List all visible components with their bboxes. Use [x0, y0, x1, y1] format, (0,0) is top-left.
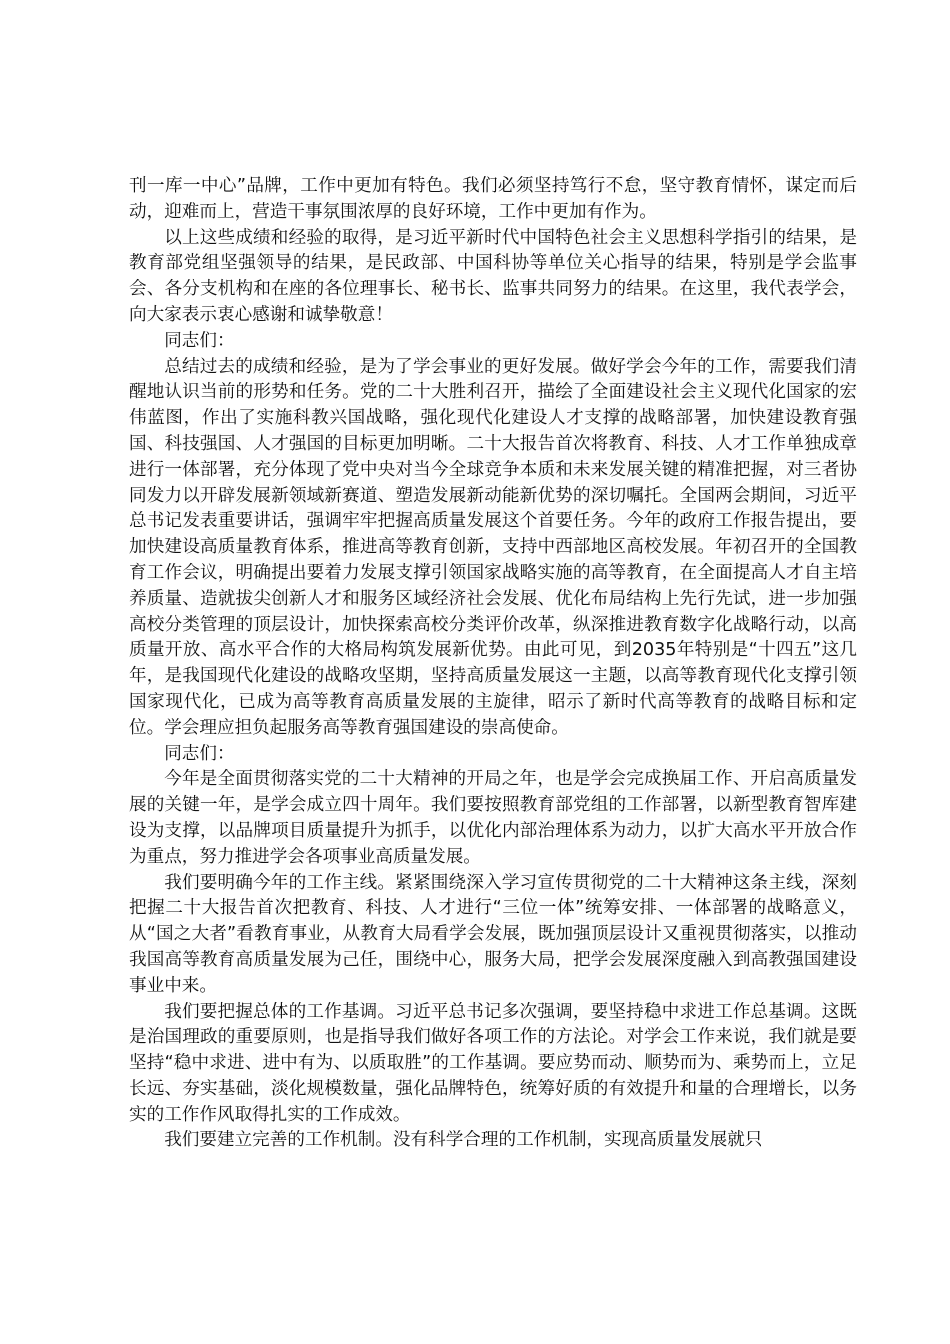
paragraph-4: 今年是全面贯彻落实党的二十大精神的开局之年，也是学会完成换届工作、开启高质量发展的关键一年，是学会成立四十周年。我们要按照教育部党组的工作部署，以新型教育智库建设为支撑，以品牌项目质量提升为抓手，以优化内部治理体系为动力，以扩大高水平开放合作为重点，努力推进学会各项事业高质量发展。 [129, 769, 857, 867]
paragraph-5: 我们要明确今年的工作主线。紧紧围绕深入学习宣传贯彻党的二十大精神这条主线，深刻把握二十大报告首次把教育、科技、人才进行“三位一体”统筹安排、一体部署的战略意义，从“国之大者”看教育事业，从教育大局看学会发展，既加强顶层设计又重视贯彻落实，以推动我国高等教育高质量发展为己任，围绕中心，服务大局，把学会发展深度融入到高教强国建设事业中来。 [129, 872, 857, 996]
paragraph-7: 我们要建立完善的工作机制。没有科学合理的工作机制，实现高质量发展就只 [164, 1130, 763, 1151]
document-body [129, 174, 857, 1154]
salutation-1: 同志们： [164, 330, 235, 351]
paragraph-2: 以上这些成绩和经验的取得，是习近平新时代中国特色社会主义思想科学指引的结果，是教育部党组坚强领导的结果，是民政部、中国科协等单位关心指导的结果，特别是学会监事会、各分支机构和在座的各位理事长、秘书长、监事共同努力的结果。在这里，我代表学会，向大家表示衷心感谢和诚挚敬意！ [129, 227, 857, 325]
salutation-2: 同志们： [164, 743, 235, 764]
paragraph-6: 我们要把握总体的工作基调。习近平总书记多次强调，要坚持稳中求进工作总基调。这既是治国理政的重要原则，也是指导我们做好各项工作的方法论。对学会工作来说，我们就是要坚持“稳中求进、进中有为、以质取胜”的工作基调。要应势而动、顺势而为、乘势而上，立足长远、夯实基础，淡化规模数量，强化品牌特色，统筹好质的有效提升和量的合理增长，以务实的工作作风取得扎实的工作成效。 [129, 1001, 857, 1125]
paragraph-1: 刊一库一中心”品牌，工作中更加有特色。我们必须坚持笃行不怠，坚守教育情怀，谋定而后动，迎难而上，营造干事氛围浓厚的良好环境，工作中更加有作为。 [129, 176, 857, 222]
paragraph-3: 总结过去的成绩和经验，是为了学会事业的更好发展。做好学会今年的工作，需要我们清醒地认识当前的形势和任务。党的二十大胜利召开，描绘了全面建设社会主义现代化国家的宏伟蓝图，作出了实施科教兴国战略，强化现代化建设人才支撑的战略部署，加快建设教育强国、科技强国、人才强国的目标更加明晰。二十大报告首次将教育、科技、人才工作单独成章进行一体部署，充分体现了党中央对当今全球竞争本质和未来发展关键的精准把握，对三者协同发力以开辟发展新领域新赛道、塑造发展新动能新优势的深切嘱托。全国两会期间，习近平总书记发表重要讲话，强调牢牢把握高质量发展这个首要任务。今年的政府工作报告提出，要加快建设高质量教育体系，推进高等教育创新，支持中西部地区高校发展。年初召开的全国教育工作会议，明确提出要着力发展支撑引领国家战略实施的高等教育，在全面提高人才自主培养质量、造就拔尖创新人才和服务区域经济社会发展、优化布局结构上先行先试，进一步加强高校分类管理的顶层设计，加快探索高校分类评价改革，纵深推进教育数字化战略行动，以高质量开放、高水平合作的大格局构筑发展新优势。由此可见，到2035年特别是“十四五”这几年，是我国现代化建设的战略攻坚期，坚持高质量发展这一主题，以高等教育现代化支撑引领国家现代化，已成为高等教育高质量发展的主旋律，昭示了新时代高等教育的战略目标和定位。学会理应担负起服务高等教育强国建设的崇高使命。 [129, 356, 857, 738]
